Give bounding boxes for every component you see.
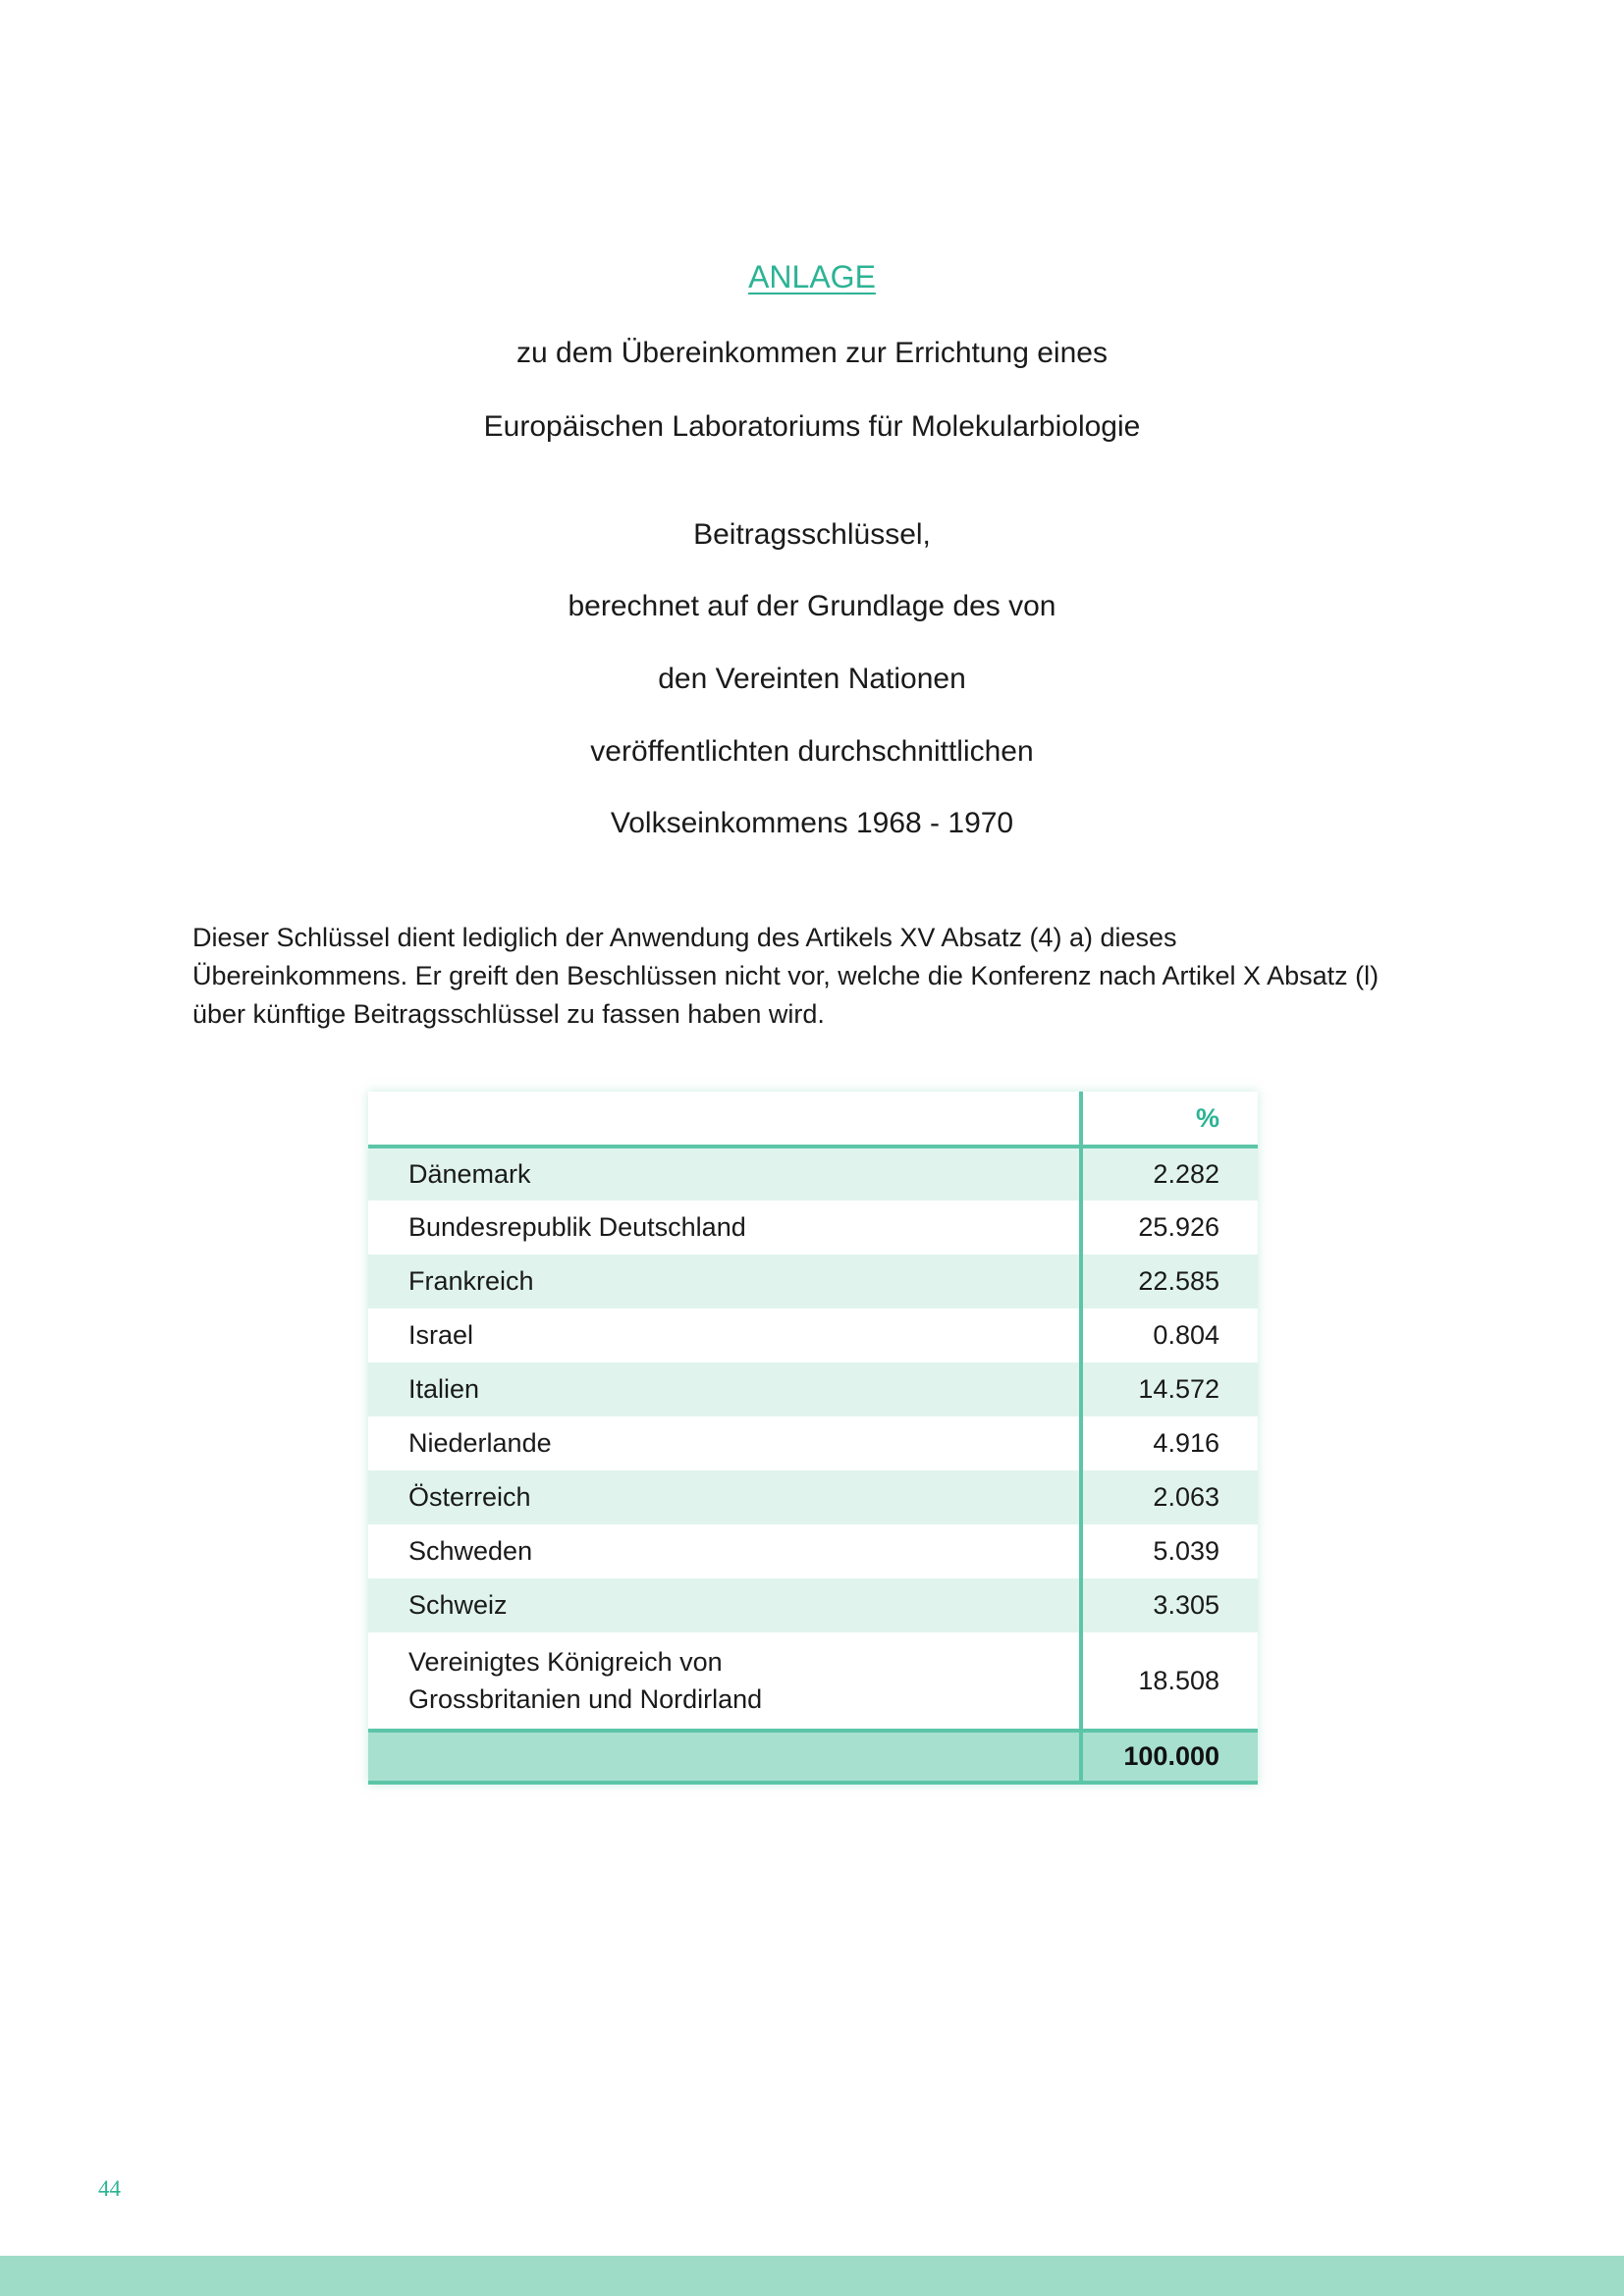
country-cell-line-2: Grossbritanien und Nordirland bbox=[408, 1684, 763, 1714]
country-cell: Dänemark bbox=[368, 1147, 1081, 1201]
value-cell: 3.305 bbox=[1153, 1590, 1219, 1620]
country-cell: Schweiz bbox=[368, 1578, 1081, 1632]
intro-line-1: Dieser Schlüssel dient lediglich der Anwendung des Artikels XV Absatz (4) a) dieses bbox=[192, 923, 1177, 952]
intro-line-3: über künftige Beitragsschlüssel zu fassen haben wird. bbox=[192, 999, 825, 1029]
footer-bar bbox=[0, 2256, 1624, 2296]
country-cell: Frankreich bbox=[368, 1255, 1081, 1308]
subtitle-line-1: zu dem Übereinkommen zur Errichtung eines bbox=[516, 337, 1108, 369]
table-row bbox=[368, 1255, 1258, 1308]
table-row bbox=[368, 1147, 1258, 1201]
key-heading-line-3: den Vereinten Nationen bbox=[658, 663, 966, 695]
table-row bbox=[368, 1632, 1258, 1731]
total-value-cell: 100.000 bbox=[1123, 1741, 1219, 1771]
table-row bbox=[368, 1416, 1258, 1470]
page-number: 44 bbox=[98, 2176, 121, 2201]
value-cell: 22.585 bbox=[1138, 1266, 1219, 1296]
table-total-row bbox=[368, 1731, 1258, 1783]
country-cell: Bundesrepublik Deutschland bbox=[368, 1201, 1081, 1255]
country-cell: Italien bbox=[368, 1362, 1081, 1416]
value-cell: 2.282 bbox=[1153, 1159, 1219, 1189]
table-header-row bbox=[368, 1092, 1258, 1147]
header-percent-cell: % bbox=[1195, 1102, 1219, 1133]
table-row bbox=[368, 1308, 1258, 1362]
subtitle-line-2: Europäischen Laboratoriums für Molekularbiologie bbox=[483, 410, 1141, 443]
country-cell: Österreich bbox=[368, 1470, 1081, 1524]
intro-line-2: Übereinkommens. Er greift den Beschlüssen nicht vor, welche die Konferenz nach Artikel X Absatz (l) bbox=[192, 961, 1380, 990]
table-row bbox=[368, 1201, 1258, 1255]
contribution-table bbox=[368, 1092, 1258, 1785]
value-cell: 14.572 bbox=[1138, 1374, 1219, 1404]
country-cell bbox=[368, 1632, 1081, 1731]
key-heading-line-1: Beitragsschlüssel, bbox=[693, 518, 931, 551]
key-heading-line-4: veröffentlichten durchschnittlichen bbox=[590, 735, 1034, 768]
table-row bbox=[368, 1470, 1258, 1524]
country-cell-line-1: Vereinigtes Königreich von bbox=[408, 1647, 723, 1677]
country-cell: Niederlande bbox=[368, 1416, 1081, 1470]
table-row bbox=[368, 1578, 1258, 1632]
country-cell: Schweden bbox=[368, 1524, 1081, 1578]
value-cell: 4.916 bbox=[1153, 1428, 1219, 1458]
value-cell: 18.508 bbox=[1138, 1665, 1219, 1695]
title-anlage: ANLAGE bbox=[748, 259, 876, 294]
key-heading-line-2: berechnet auf der Grundlage des von bbox=[568, 590, 1056, 622]
country-cell: Israel bbox=[368, 1308, 1081, 1362]
table-row bbox=[368, 1524, 1258, 1578]
header-country-cell bbox=[368, 1092, 1081, 1147]
intro-paragraph bbox=[192, 919, 1469, 1034]
value-cell: 5.039 bbox=[1153, 1536, 1219, 1566]
total-label-cell bbox=[368, 1731, 1081, 1783]
value-cell: 25.926 bbox=[1138, 1212, 1219, 1242]
value-cell: 2.063 bbox=[1153, 1482, 1219, 1512]
value-cell: 0.804 bbox=[1153, 1320, 1219, 1350]
key-heading-line-5: Volkseinkommens 1968 - 1970 bbox=[610, 807, 1014, 839]
table-row bbox=[368, 1362, 1258, 1416]
